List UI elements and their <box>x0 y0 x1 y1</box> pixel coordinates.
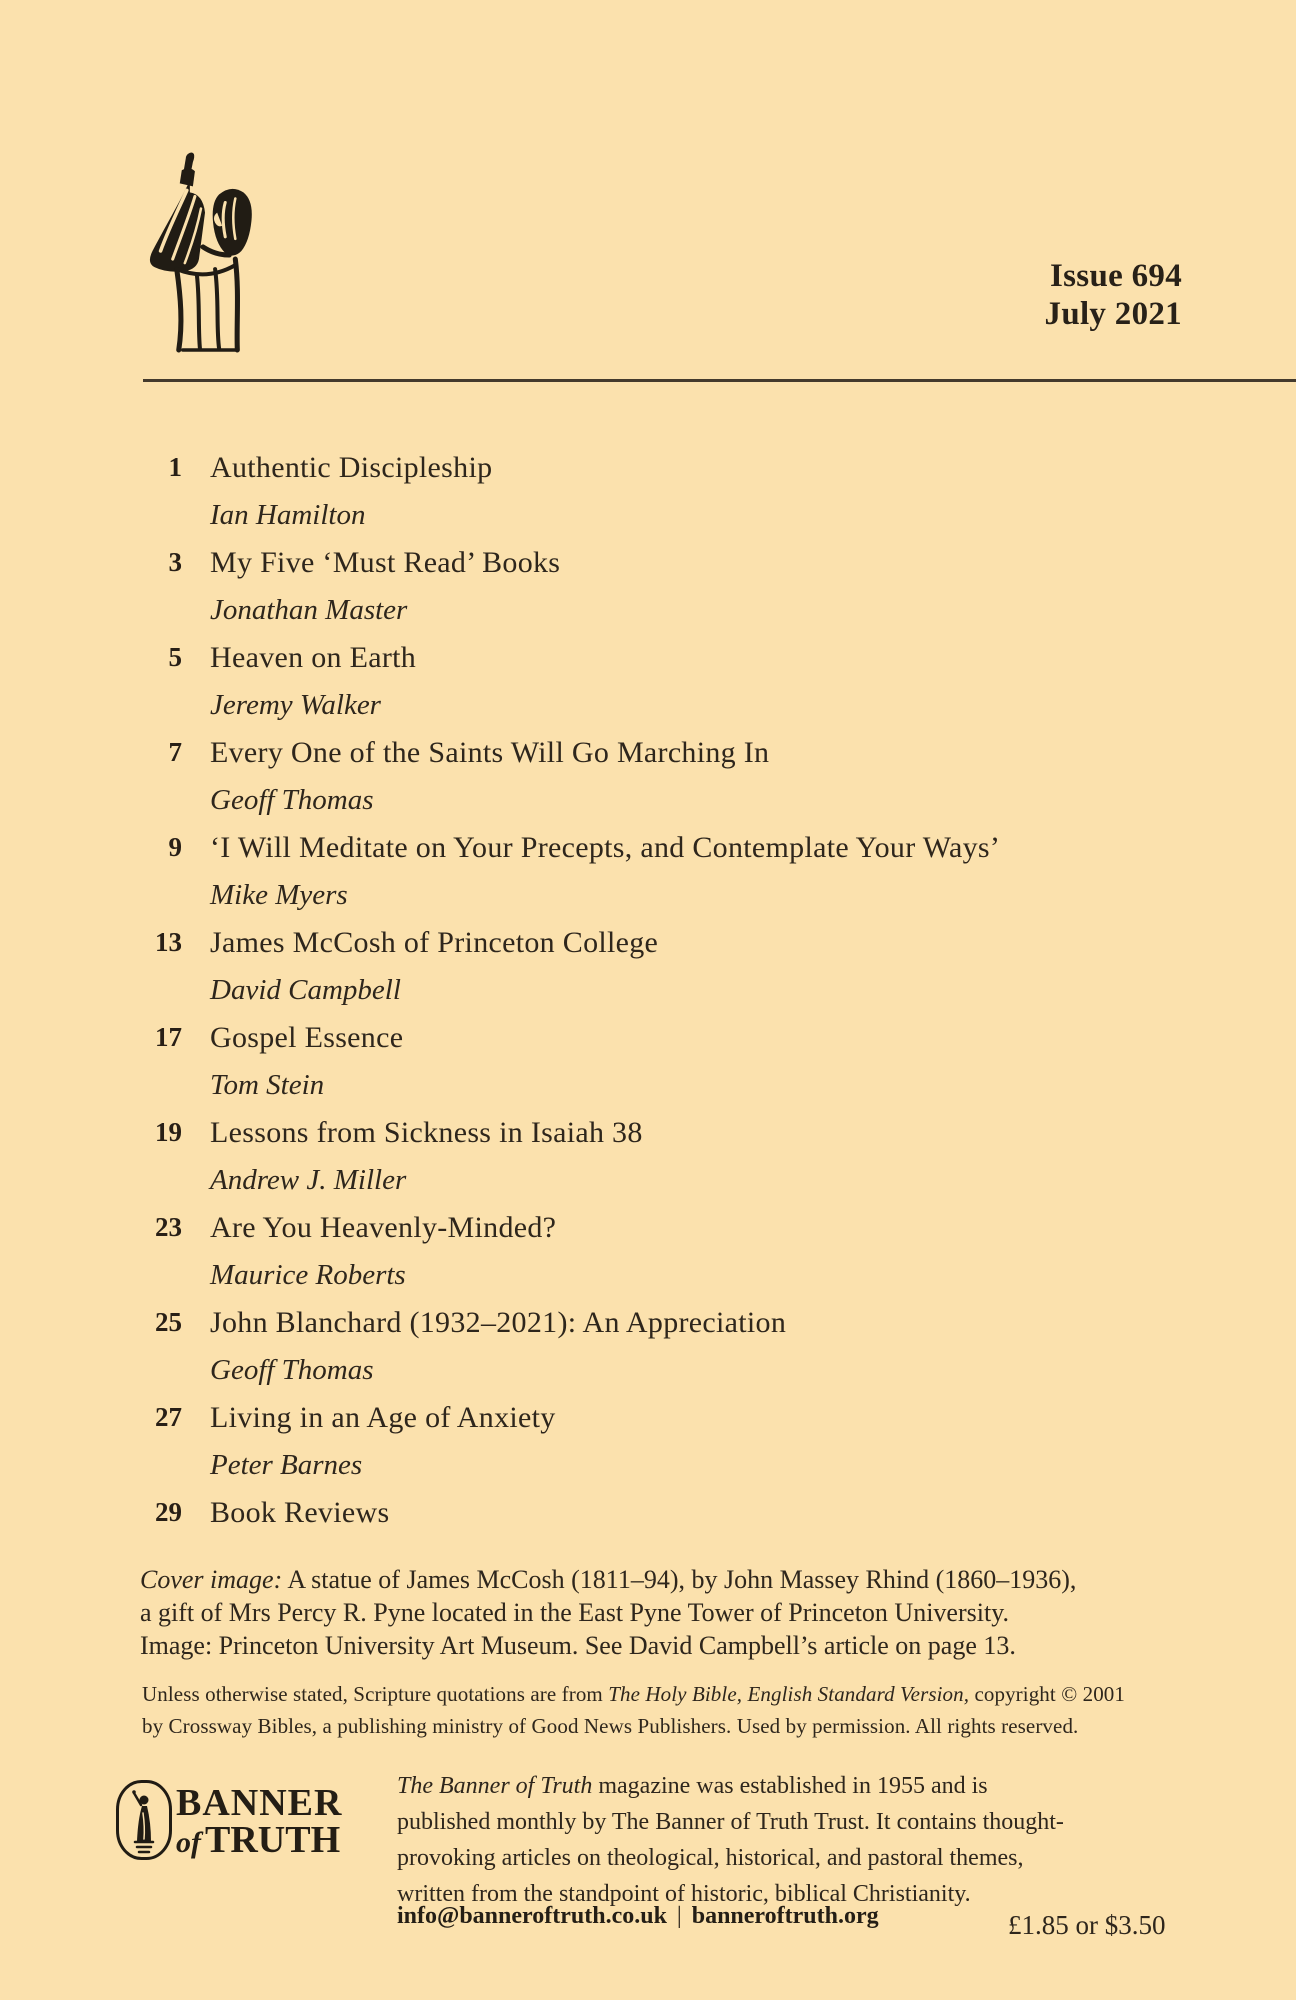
toc-article-title: James McCosh of Princeton College <box>210 926 659 959</box>
toc-page-number: 9 <box>168 832 182 862</box>
statue-logo-icon <box>136 150 272 354</box>
toc-article-title: Book Reviews <box>210 1496 390 1529</box>
toc-page-number: 23 <box>155 1212 182 1242</box>
toc-entry <box>100 1489 1000 1536</box>
toc-page-number: 29 <box>155 1497 182 1527</box>
toc-entry <box>100 444 1000 539</box>
toc-article-author: Jonathan Master <box>210 594 408 626</box>
toc-article-author: Maurice Roberts <box>210 1259 406 1291</box>
email-link[interactable]: info@banneroftruth.co.uk <box>397 1903 667 1929</box>
contact-line <box>397 1900 879 1932</box>
cover-image-note <box>140 1563 1076 1662</box>
cover-note-line: Cover image: A statue of James McCosh (1811–94), by John Massey Rhind (1860–1936), <box>140 1565 1077 1594</box>
about-line: written from the standpoint of historic, biblical Christianity. <box>397 1881 971 1907</box>
toc-article-author: Geoff Thomas <box>210 784 374 816</box>
toc-article-title: Authentic Discipleship <box>210 451 493 484</box>
toc-entry <box>100 1109 1000 1204</box>
toc-page-number: 17 <box>155 1022 182 1052</box>
toc-article-author: Ian Hamilton <box>210 499 366 531</box>
toc-entry <box>100 824 1000 919</box>
toc-page-number: 13 <box>155 927 182 957</box>
toc-page-number: 25 <box>155 1307 182 1337</box>
toc-page-number: 1 <box>168 452 182 482</box>
wordmark-line2: of TRUTH <box>176 1819 341 1861</box>
banner-of-truth-wordmark <box>176 1782 343 1861</box>
toc-page-number: 3 <box>168 547 182 577</box>
issue-number: Issue 694 <box>1050 258 1182 294</box>
toc-article-title: John Blanchard (1932–2021): An Appreciation <box>210 1306 787 1339</box>
issue-date: July 2021 <box>1044 296 1182 332</box>
cover-note-line: a gift of Mrs Percy R. Pyne located in the East Pyne Tower of Princeton University. <box>140 1598 1010 1627</box>
website-link[interactable]: banneroftruth.org <box>691 1903 879 1929</box>
banner-of-truth-badge-icon <box>115 1779 173 1861</box>
toc-entry <box>100 1204 1000 1299</box>
scripture-note-line: Unless otherwise stated, Scripture quotations are from The Holy Bible, English Standard Version, copyright © 2001 <box>142 1682 1125 1706</box>
toc-article-title: Lessons from Sickness in Isaiah 38 <box>210 1116 643 1149</box>
toc-page-number: 5 <box>168 642 182 672</box>
about-line: provoking articles on theological, historical, and pastoral themes, <box>397 1845 1024 1871</box>
scripture-note-line: by Crossway Bibles, a publishing ministry of Good News Publishers. Used by permission. All rights reserved. <box>142 1714 1079 1738</box>
header-divider <box>143 379 1296 382</box>
toc-article-author: David Campbell <box>210 974 401 1006</box>
toc-entry <box>100 634 1000 729</box>
toc-article-author: Mike Myers <box>210 879 348 911</box>
toc-entry <box>100 1394 1000 1489</box>
toc-article-title: My Five ‘Must Read’ Books <box>210 546 561 579</box>
toc-article-title: Every One of the Saints Will Go Marching In <box>210 736 770 769</box>
toc-entry <box>100 919 1000 1014</box>
toc-article-author: Geoff Thomas <box>210 1354 374 1386</box>
about-line: The Banner of Truth magazine was established in 1955 and is <box>397 1773 988 1799</box>
toc-article-title: Heaven on Earth <box>210 641 417 674</box>
about-magazine-text <box>397 1768 1177 1912</box>
toc-entry <box>100 1014 1000 1109</box>
toc-article-title: Living in an Age of Anxiety <box>210 1401 556 1434</box>
toc-page-number: 7 <box>168 737 182 767</box>
toc-entry <box>100 1299 1000 1394</box>
toc-article-author: Tom Stein <box>210 1069 325 1101</box>
toc-article-title: Are You Heavenly-Minded? <box>210 1211 557 1244</box>
toc-entry <box>100 729 1000 824</box>
toc-article-author: Andrew J. Miller <box>210 1164 407 1196</box>
about-line: published monthly by The Banner of Truth Trust. It contains thought- <box>397 1809 1064 1835</box>
toc-page-number: 19 <box>155 1117 182 1147</box>
issue-info <box>1045 257 1182 333</box>
toc-article-title: ‘I Will Meditate on Your Precepts, and Contemplate Your Ways’ <box>210 831 1001 864</box>
toc-article-title: Gospel Essence <box>210 1021 404 1054</box>
toc-article-author: Jeremy Walker <box>210 689 381 721</box>
table-of-contents <box>100 444 1000 1536</box>
toc-article-author: Peter Barnes <box>210 1449 363 1481</box>
contact-separator: | <box>676 1903 682 1929</box>
wordmark-line1: BANNER <box>176 1782 343 1824</box>
toc-page-number: 27 <box>155 1402 182 1432</box>
scripture-copyright-note <box>142 1678 1125 1742</box>
toc-entry <box>100 539 1000 634</box>
cover-note-line: Image: Princeton University Art Museum. See David Campbell’s article on page 13. <box>140 1631 1016 1660</box>
price-label: £1.85 or $3.50 <box>1008 1910 1166 1940</box>
